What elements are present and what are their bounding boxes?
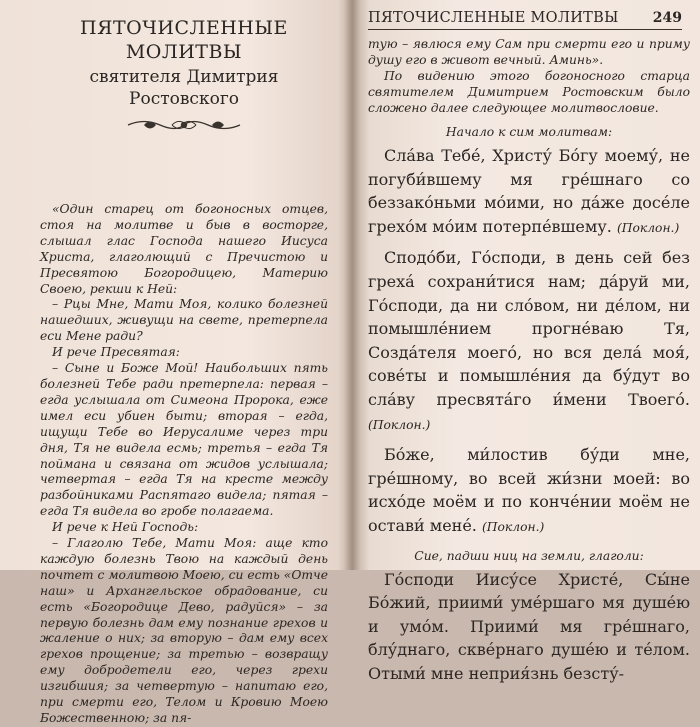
book-gutter — [344, 0, 360, 570]
bow-note: (Поклон.) — [481, 519, 545, 534]
paragraph: – Рцы Мне, Мати Моя, колико болезней нашедших, живущи на свете, претерпела еси Мене ради? — [40, 297, 328, 344]
paragraph: И рече к Ней Господь: — [52, 520, 199, 535]
start-heading: Начало к сим молитвам: — [445, 125, 613, 139]
paragraph: – Сыне и Боже Мой! Наибольших пять болезней Тебе ради претерпела: первая – егда услышала от Симеона Пророка, еже имел еси убиен быти; вторая – егда, ищущи Тебе во Иерусалиме через три дня, Тя не видела есмь; третья – егда Тя поймана и связана от жидов услышала; четвертая – егда Тя на кресте между разбойниками Распятаго видела; пятая – егда Тя видела во гробе полагаема. — [40, 361, 328, 519]
prostration-instruction: Сие, падши ниц на земли, глаголи: — [414, 548, 644, 563]
prayer-paragraph — [368, 443, 690, 539]
prayer-text: Сподо́би, Го́споди, в день сей без греха́ сохрани́тися нам; да́руй ми, Го́споди, да ни сло́вом, ни де́лом, ни помышле́нием прогне́ваю Тя, Созда́теля моего́, но вся дела́ моя́, сове́ты и помышле́ния да бу́дут во сла́ву пресвята́го и́мени Твоего́. — [368, 248, 690, 409]
chapter-subtitle: святителя Димитрия Ростовского — [89, 67, 279, 109]
bow-note: (Поклон.) — [616, 220, 680, 235]
paragraph: «Один старец от богоносных отцев, стоя на молитве и быв в восторге, слышал глас Господа нашего Иисуса Христа, глаголющий с Пречистою и Пресвятою Богородицею, Материю Своею, рекши к Ней: — [40, 202, 328, 296]
paragraph: – Глаголю Тебе, Мати Моя: аще кто каждую болезнь Твою на каждый день почтет с молитвою Моею, си есть «Отче наш» и Архангельское обрадование, си есть «Богородице Дево, радуйся» – за первую болезнь дам ему познание грехов и жаление о них; за вторую – дам ему всех грехов прощение; за третью – возвращу ему добродетели его, через грехи изгибшия; за четвертую – напитаю его, при смерти его, Телом и Кровию Моею Божественною; за пя- — [40, 536, 328, 725]
chapter-title: ПЯТОЧИСЛЕННЫЕ МОЛИТВЫ — [80, 17, 288, 63]
right-page — [352, 0, 700, 683]
running-head: ПЯТОЧИСЛЕННЫЕ МОЛИТВЫ — [368, 10, 619, 26]
prayer-paragraph: Го́споди Иису́се Христе́, Сы́не Бо́жий, приими́ уме́ршаго мя душе́ю и умо́м. Приими́ мя гре́шнаго, блу́днаго, скве́рнаго душе́ю и те́лом. Отыми́ мне неприя́знь безсту́- — [368, 569, 690, 683]
prayer-paragraph — [368, 144, 690, 240]
bow-note: (Поклон.) — [368, 417, 431, 432]
flourish-ornament-icon — [40, 116, 328, 138]
page-header — [368, 10, 682, 30]
prayer-text: Бо́же, ми́лостив бу́ди мне, гре́шному, во всей жи́зни моей: во исхо́де моём и по конче́нии моём не остави́ мене́. — [368, 445, 690, 535]
page-number: 249 — [652, 10, 682, 26]
prayer-text: Сла́ва Тебе́, Христу́ Бо́гу моему́, не погуби́вшему мя гре́шнаго со беззако́ньми мо́ими, но да́же досе́ле грехо́м мо́им потерпе́вшему. — [368, 146, 690, 236]
legend-text — [40, 202, 328, 727]
prayer-paragraph — [368, 246, 690, 437]
vision-note: По видению этого богоносного старца святителем Димитрием Ростовским было сложено далее следующее молитвословие. — [368, 69, 690, 115]
continuation-text: тую – явлюся ему Сам при смерти его и приму душу его в живот вечный. Аминь». — [368, 37, 690, 67]
paragraph: И рече Пресвятая: — [52, 345, 180, 360]
